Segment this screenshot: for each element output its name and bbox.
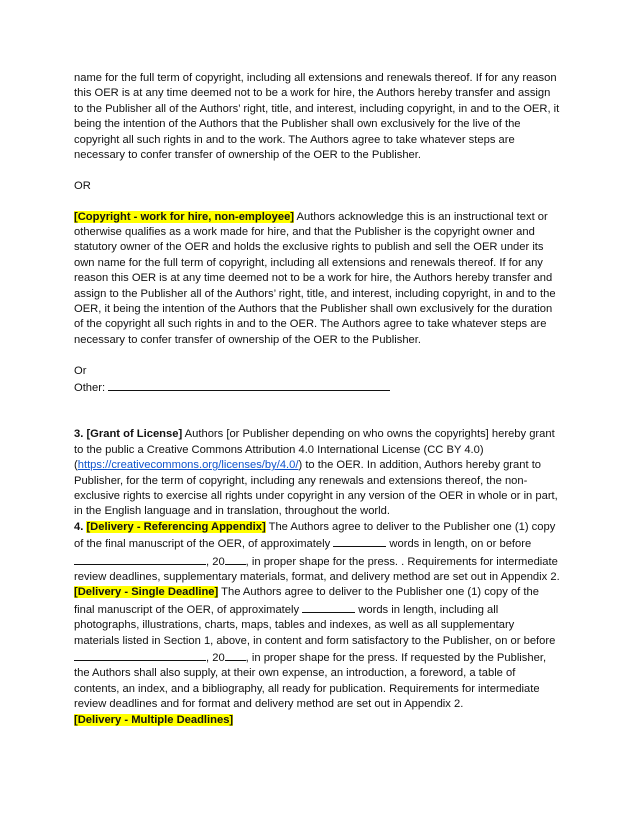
date-blank[interactable] [74,553,206,565]
delivery-referencing-label: [Delivery - Referencing Appendix] [86,520,266,533]
delivery-single-text-b: words in length, including all photographs, illustrations, charts, maps, tables and indexes, as well as all supplementary materials listed in Section 1, above, in content and form satisfactory to the Publisher, on or before [74,603,556,647]
delivery-single-text-a: The Authors agree to deliver to the Publisher one (1) copy of the final manuscript of the OER, of approximately [74,586,539,616]
delivery-number: 4. [74,520,87,533]
delivery-referencing-paragraph [74,520,560,586]
grant-text-b: ) to the OER. In addition, Authors hereby grant to Publisher, for the term of copyright, including any renewals and extensions thereof, the non-exclusive rights to exercise all rights under copyright in any version of the OER in whole or in part, in the English language and in translation, throughout the world. [74,459,558,518]
other-line [74,379,560,396]
delivery-ref-text-d: , in proper shape for the press. . Requirements for intermediate review deadlines, supplementary materials, format, and delivery method are set out in Appendix 2. [74,555,560,583]
delivery-single-paragraph [74,585,560,712]
delivery-ref-text-a: The Authors agree to deliver to the Publisher one (1) copy of the final manuscript of the OER, of approximately [74,520,556,551]
grant-of-license-label: [Grant of License] [86,428,183,441]
copyright-non-employee-text: Authors acknowledge this is an instructional text or otherwise qualifies as a work made for hire, and that the Publisher is the copyright owner and statutory owner of the OER and holds the exclusive rights to publish and sell the OER under its own name for the full term of copyright, including all extensions and renewals thereof. If for any reason this OER is at any time deemed not to be a work for hire, the Authors hereby transfer and assign to the Publisher all of the Authors’ right, title, and interest, including copyright, in and to the OER, it being the intention of the Authors that the Publisher shall own exclusively for the duration of the copyright all such rights in and to the OER. The Authors agree to take whatever steps are necessary to confer transfer of ownership of the OER to the Publisher. [74,210,556,346]
year-blank[interactable] [225,649,246,661]
delivery-single-text-d: , in proper shape for the press. If requested by the Publisher, the Authors shall also supply, at their own expense, an introduction, a foreword, a table of contents, an index, and a bibliography, all ready for publication. Requirements for intermediate review deadlines and for format and delivery method are set out in Appendix 2. [74,651,547,711]
word-count-blank[interactable] [302,601,355,613]
or-separator-lower: Or [74,364,87,377]
other-label: Other: [74,382,109,395]
delivery-ref-text-c: , 20 [206,555,225,568]
delivery-multiple-paragraph [74,713,560,728]
year-blank[interactable] [225,553,246,565]
or-separator: OR [74,179,91,192]
delivery-ref-text-b: words in length, on or before [386,538,532,551]
delivery-single-label: [Delivery - Single Deadline] [74,586,219,599]
delivery-multiple-label: [Delivery - Multiple Deadlines] [74,713,234,726]
cc-license-link[interactable]: https://creativecommons.org/licenses/by/4.0/ [77,459,299,472]
work-for-hire-continuation: name for the full term of copyright, including all extensions and renewals thereof. If for any reason this OER is at any time deemed not to be a work for hire, the Authors hereby transfer and assign to the Publisher all of the Authors’ right, title, and interest, including copyright, in and to the OER, it being the intention of the Authors that the Publisher shall own exclusively for the live of the copyright all such rights in and to the work. The Authors agree to take whatever steps are necessary to confer transfer of ownership of the OER to the Publisher. [74,72,560,162]
delivery-single-text-c: , 20 [206,651,225,664]
grant-text-a: Authors [or Publisher depending on who owns the copyrights] hereby grant to the public a Creative Commons Attribution 4.0 International License (CC BY 4.0) ( [74,428,555,472]
grant-number: 3. [74,428,87,441]
copyright-non-employee-label: [Copyright - work for hire, non-employee] [74,210,295,223]
copyright-non-employee-paragraph [74,210,560,349]
word-count-blank[interactable] [333,535,386,547]
grant-of-license-paragraph [74,427,560,519]
other-blank-field[interactable] [108,379,390,391]
date-blank[interactable] [74,649,206,661]
